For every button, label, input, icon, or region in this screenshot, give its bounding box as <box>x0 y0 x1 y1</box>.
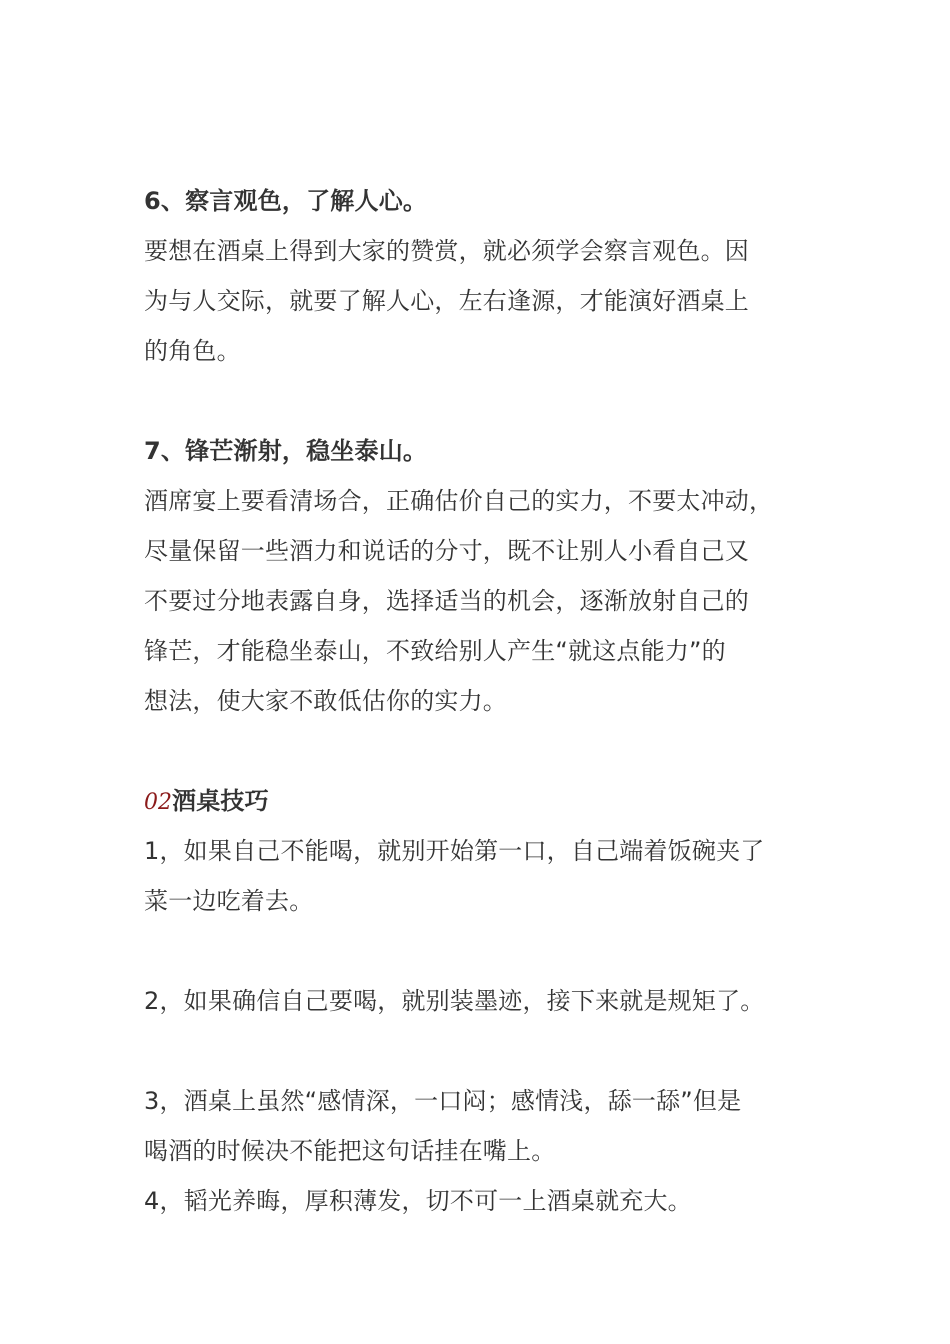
item-6-line-1: 要想在酒桌上得到大家的赞赏，就必须学会察言观色。因 <box>144 237 749 265</box>
tip-3-line-2: 喝酒的时候决不能把这句话挂在嘴上。 <box>144 1137 556 1165</box>
paragraph-spacer <box>144 726 814 776</box>
section-title: 酒桌技巧 <box>172 787 269 815</box>
item-7-line-4: 锋芒，才能稳坐泰山，不致给别人产生“就这点能力”的 <box>144 637 726 665</box>
item-7-heading: 7、锋芒渐射，稳坐泰山。 <box>144 437 428 465</box>
item-7-line-5: 想法，使大家不敢低估你的实力。 <box>144 687 507 715</box>
item-7-line-1: 酒席宴上要看清场合，正确估价自己的实力，不要太冲动， <box>144 487 774 515</box>
section-heading <box>144 776 814 826</box>
tip-3-line-1: 3，酒桌上虽然“感情深，一口闷；感情浅，舔一舔”但是 <box>144 1087 742 1115</box>
item-7-line-2: 尽量保留一些酒力和说话的分寸，既不让别人小看自己又 <box>144 537 749 565</box>
item-6-heading: 6、察言观色，了解人心。 <box>144 187 428 215</box>
tip-1-line-2: 菜一边吃着去。 <box>144 887 314 915</box>
tip-4-line-1: 4，韬光养晦，厚积薄发，切不可一上酒桌就充大。 <box>144 1187 692 1215</box>
item-6-line-2: 为与人交际，就要了解人心，左右逢源，才能演好酒桌上 <box>144 287 749 315</box>
tip-2-line-1: 2，如果确信自己要喝，就别装墨迹，接下来就是规矩了。 <box>144 987 765 1015</box>
section-number: 02 <box>144 790 172 815</box>
tip-1-line-1: 1，如果自己不能喝，就别开始第一口，自己端着饭碗夹了 <box>144 837 765 865</box>
item-7-line-3: 不要过分地表露自身，选择适当的机会，逐渐放射自己的 <box>144 587 749 615</box>
paragraph-spacer <box>144 1026 814 1076</box>
paragraph-spacer <box>144 376 814 426</box>
paragraph-spacer <box>144 926 814 976</box>
document-page <box>144 176 814 1226</box>
item-6-line-3: 的角色。 <box>144 337 241 365</box>
